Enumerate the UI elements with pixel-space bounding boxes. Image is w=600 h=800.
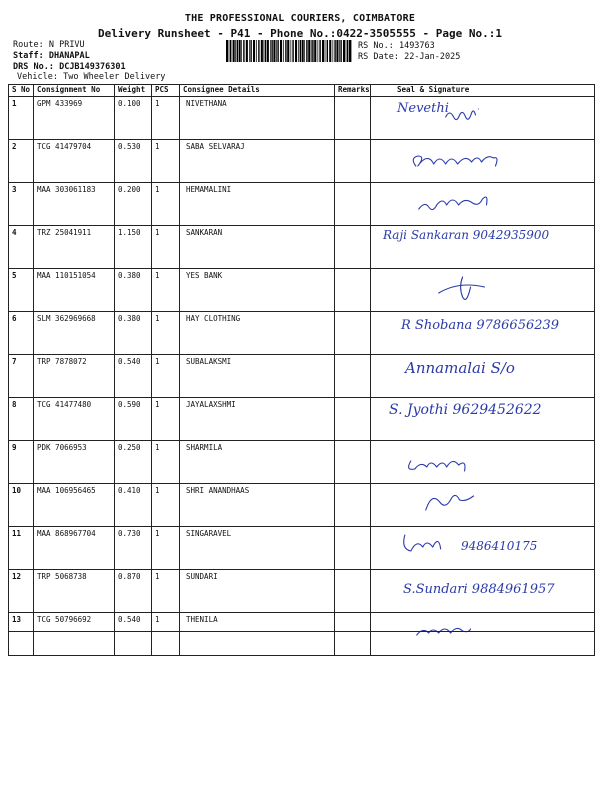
- staff-value: DHANAPAL: [48, 51, 90, 61]
- barcode-bar: [349, 40, 351, 62]
- barcode-bar: [285, 40, 286, 62]
- weight-value: 0.590: [115, 398, 152, 441]
- consignee-name: SANKARAN: [180, 226, 335, 269]
- pcs-value: 1: [152, 527, 180, 570]
- signature-scribble-icon: [371, 269, 594, 311]
- barcode-bar: [340, 40, 341, 62]
- consignment-number: MAA 303061183: [34, 183, 115, 226]
- table-row: [9, 570, 595, 613]
- serial-number: 10: [9, 484, 34, 527]
- barcode-bar: [271, 40, 272, 62]
- barcode-bar: [322, 40, 324, 62]
- table-row: [9, 97, 595, 140]
- drs-line: [13, 62, 126, 72]
- route-value: N PRIVU: [48, 40, 85, 50]
- signature-scribble-icon: [371, 140, 594, 182]
- serial-number: 6: [9, 312, 34, 355]
- remarks-cell: [335, 613, 371, 656]
- signature-cell: [371, 312, 595, 355]
- barcode-bar: [229, 40, 230, 62]
- consignee-name: YES BANK: [180, 269, 335, 312]
- drs-value: DCJB149376301: [59, 62, 126, 72]
- pcs-value: 1: [152, 97, 180, 140]
- barcode-bar: [325, 40, 326, 62]
- barcode-bar: [241, 40, 242, 62]
- barcode-bar: [256, 40, 257, 62]
- consignment-number: SLM 362969668: [34, 312, 115, 355]
- serial-number: 1: [9, 97, 34, 140]
- col-signature: Seal & Signature: [371, 85, 595, 97]
- rs-date-value: 22-Jan-2025: [404, 52, 461, 62]
- barcode-bar: [250, 40, 251, 62]
- weight-value: 0.730: [115, 527, 152, 570]
- barcode-bar: [235, 40, 236, 62]
- vehicle-line: [17, 72, 165, 82]
- table-row: [9, 527, 595, 570]
- signature-stroke: [446, 109, 479, 120]
- remarks-cell: [335, 226, 371, 269]
- weight-value: 0.410: [115, 484, 152, 527]
- barcode-bar: [283, 40, 284, 62]
- signature-stroke: [439, 277, 485, 299]
- barcode-bar: [308, 40, 310, 62]
- col-sno: S No: [9, 85, 34, 97]
- pcs-value: 1: [152, 441, 180, 484]
- company-title: THE PROFESSIONAL COURIERS, COIMBATORE: [184, 13, 416, 24]
- serial-number: 7: [9, 355, 34, 398]
- consignee-name: NIVETHANA: [180, 97, 335, 140]
- vehicle-value: Two Wheeler Delivery: [63, 72, 166, 82]
- barcode-bar: [237, 40, 238, 62]
- barcode-bar: [336, 40, 338, 62]
- barcode: [226, 40, 352, 62]
- barcode-bar: [329, 40, 331, 62]
- col-consignment: Consignment No: [34, 85, 115, 97]
- handwritten-signature: R Shobana 9786656239: [401, 318, 560, 333]
- consignee-name: SUNDARI: [180, 570, 335, 613]
- pcs-value: 1: [152, 613, 180, 656]
- signature-cell: [371, 398, 595, 441]
- serial-number: 9: [9, 441, 34, 484]
- barcode-bar: [276, 40, 277, 62]
- consignee-name: HAY CLOTHING: [180, 312, 335, 355]
- consignment-number: TCG 41479704: [34, 140, 115, 183]
- consignment-number: PDK 7066953: [34, 441, 115, 484]
- consignment-number: TCG 41477480: [34, 398, 115, 441]
- barcode-bar: [333, 40, 334, 62]
- weight-value: 1.150: [115, 226, 152, 269]
- signature-stroke: [419, 197, 487, 210]
- weight-value: 0.540: [115, 355, 152, 398]
- pcs-value: 1: [152, 140, 180, 183]
- signature-cell: [371, 527, 595, 570]
- col-remarks: Remarks: [335, 85, 371, 97]
- consignee-name: SINGARAVEL: [180, 527, 335, 570]
- staff-label: Staff:: [13, 51, 44, 61]
- rs-no-value: 1493763: [398, 41, 435, 51]
- barcode-bar: [295, 40, 297, 62]
- vehicle-label: Vehicle:: [17, 72, 58, 82]
- handwritten-signature: Nevethi: [397, 101, 449, 116]
- remarks-cell: [335, 140, 371, 183]
- consignment-number: TRP 5068738: [34, 570, 115, 613]
- table-row: [9, 355, 595, 398]
- barcode-bar: [318, 40, 319, 62]
- signature-cell: [371, 183, 595, 226]
- barcode-bar: [312, 40, 313, 62]
- serial-number: 2: [9, 140, 34, 183]
- col-weight: Weight: [115, 85, 152, 97]
- consignment-number: GPM 433969: [34, 97, 115, 140]
- barcode-bar: [261, 40, 263, 62]
- col-consignee: Consignee Details: [180, 85, 335, 97]
- pcs-value: 1: [152, 183, 180, 226]
- serial-number: 4: [9, 226, 34, 269]
- runsheet-title: Delivery Runsheet - P41 - Phone No.:0422-3505555 - Page No.:1: [98, 27, 502, 40]
- table-row: [9, 613, 595, 656]
- barcode-bar: [249, 40, 250, 62]
- signature-scribble-icon: [371, 484, 594, 526]
- barcode-bar: [343, 40, 345, 62]
- consignment-number: MAA 106956465: [34, 484, 115, 527]
- remarks-cell: [335, 398, 371, 441]
- consignee-name: SHARMILA: [180, 441, 335, 484]
- barcode-bar: [264, 40, 265, 62]
- barcode-bar: [226, 40, 228, 62]
- consignee-name: SUBALAKSMI: [180, 355, 335, 398]
- handwritten-signature: S.Sundari 9884961957: [403, 582, 555, 597]
- remarks-cell: [335, 183, 371, 226]
- weight-value: 0.100: [115, 97, 152, 140]
- barcode-bar: [346, 40, 347, 62]
- pcs-value: 1: [152, 484, 180, 527]
- route-line: [13, 40, 85, 50]
- pcs-value: 1: [152, 570, 180, 613]
- handwritten-signature: Raji Sankaran 9042935900: [383, 228, 550, 242]
- consignee-name: SHRI ANANDHAAS: [180, 484, 335, 527]
- pcs-value: 1: [152, 355, 180, 398]
- remarks-cell: [335, 312, 371, 355]
- weight-value: 0.200: [115, 183, 152, 226]
- signature-cell: [371, 355, 595, 398]
- barcode-bar: [246, 40, 248, 62]
- barcode-bar: [300, 40, 301, 62]
- signature-scribble-icon: [371, 441, 594, 483]
- table-row: [9, 269, 595, 312]
- weight-value: 0.250: [115, 441, 152, 484]
- barcode-bar: [292, 40, 293, 62]
- table-bottom-rule: [8, 631, 594, 632]
- barcode-bar: [239, 40, 241, 62]
- consignment-number: TRZ 25041911: [34, 226, 115, 269]
- barcode-bar: [273, 40, 275, 62]
- barcode-bar: [291, 40, 292, 62]
- serial-number: 3: [9, 183, 34, 226]
- handwritten-signature: S. Jyothi 9629452622: [389, 402, 542, 418]
- barcode-bar: [314, 40, 316, 62]
- table-row: [9, 183, 595, 226]
- runsheet-table: [8, 84, 595, 656]
- serial-number: 11: [9, 527, 34, 570]
- signature-cell: [371, 613, 595, 656]
- weight-value: 0.380: [115, 312, 152, 355]
- barcode-bar: [267, 40, 269, 62]
- table-row: [9, 484, 595, 527]
- barcode-bar: [298, 40, 299, 62]
- serial-number: 13: [9, 613, 34, 656]
- signature-scribble-icon: [371, 183, 594, 225]
- barcode-bar: [243, 40, 244, 62]
- signature-cell: [371, 570, 595, 613]
- barcode-bar: [334, 40, 335, 62]
- barcode-bar: [339, 40, 340, 62]
- barcode-bar: [280, 40, 282, 62]
- consignee-name: SABA SELVARAJ: [180, 140, 335, 183]
- consignment-number: MAA 110151054: [34, 269, 115, 312]
- barcode-bar: [311, 40, 312, 62]
- serial-number: 8: [9, 398, 34, 441]
- table-row: [9, 226, 595, 269]
- consignee-name: HEMAMALINI: [180, 183, 335, 226]
- consignment-number: TCG 50796692: [34, 613, 115, 656]
- barcode-bar: [253, 40, 255, 62]
- barcode-bar: [306, 40, 307, 62]
- weight-value: 0.380: [115, 269, 152, 312]
- rs-date-label: RS Date:: [358, 52, 399, 62]
- pcs-value: 1: [152, 312, 180, 355]
- weight-value: 0.870: [115, 570, 152, 613]
- signature-cell: [371, 97, 595, 140]
- remarks-cell: [335, 269, 371, 312]
- barcode-bar: [319, 40, 320, 62]
- barcode-bar: [265, 40, 266, 62]
- route-label: Route:: [13, 40, 44, 50]
- remarks-cell: [335, 484, 371, 527]
- signature-cell: [371, 269, 595, 312]
- signature-stroke: [409, 461, 465, 471]
- barcode-bar: [270, 40, 271, 62]
- signature-cell: [371, 226, 595, 269]
- barcode-bar: [230, 40, 231, 62]
- remarks-cell: [335, 570, 371, 613]
- barcode-bar: [347, 40, 348, 62]
- pcs-value: 1: [152, 269, 180, 312]
- serial-number: 5: [9, 269, 34, 312]
- handwritten-signature: 9486410175: [461, 539, 538, 553]
- consignee-name: JAYALAXSHMI: [180, 398, 335, 441]
- barcode-bar: [258, 40, 259, 62]
- signature-scribble-icon: [371, 613, 594, 655]
- remarks-cell: [335, 355, 371, 398]
- weight-value: 0.530: [115, 140, 152, 183]
- pcs-value: 1: [152, 226, 180, 269]
- barcode-bar: [287, 40, 289, 62]
- barcode-bar: [233, 40, 235, 62]
- table-row: [9, 398, 595, 441]
- table-header-row: [9, 85, 595, 97]
- signature-cell: [371, 484, 595, 527]
- barcode-bar: [327, 40, 328, 62]
- handwritten-signature: Annamalai S/o: [405, 359, 515, 377]
- consignment-number: TRP 7878072: [34, 355, 115, 398]
- barcode-bar: [302, 40, 304, 62]
- table-row: [9, 140, 595, 183]
- table-row: [9, 312, 595, 355]
- serial-number: 12: [9, 570, 34, 613]
- signature-stroke: [413, 156, 497, 166]
- rs-date-line: [358, 52, 460, 62]
- table-row: [9, 441, 595, 484]
- weight-value: 0.540: [115, 613, 152, 656]
- drs-label: DRS No.:: [13, 62, 54, 72]
- consignment-number: MAA 868967704: [34, 527, 115, 570]
- remarks-cell: [335, 441, 371, 484]
- consignee-name: THENILA: [180, 613, 335, 656]
- signature-stroke: [404, 535, 441, 551]
- rs-no-line: [358, 41, 435, 51]
- barcode-bar: [277, 40, 278, 62]
- signature-stroke: [426, 495, 474, 510]
- remarks-cell: [335, 527, 371, 570]
- remarks-cell: [335, 97, 371, 140]
- barcode-bar: [304, 40, 305, 62]
- pcs-value: 1: [152, 398, 180, 441]
- signature-cell: [371, 140, 595, 183]
- col-pcs: PCS: [152, 85, 180, 97]
- signature-cell: [371, 441, 595, 484]
- rs-no-label: RS No.:: [358, 41, 394, 51]
- staff-line: [13, 51, 90, 61]
